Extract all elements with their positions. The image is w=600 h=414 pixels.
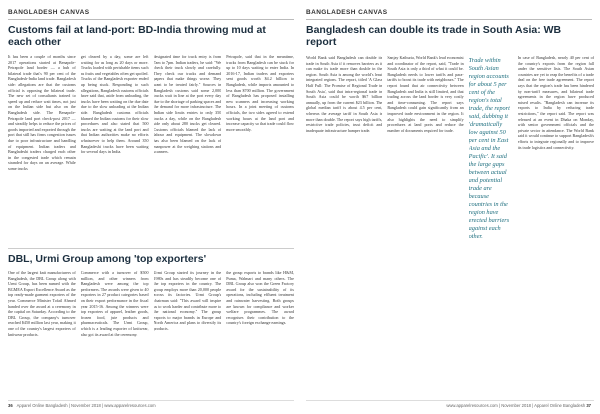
right-page [300,0,600,414]
article-paragraph: Urmi Group started its journey in the 1980s and has steadily become one of the top exporters in the country. The group employs more than 20,000 people across its factories. Urmi Group's chairman said: "This award will inspire us to work harder and contribute more to the national economy." The group exports to major brands in Europe and North America and plans to diversify its products. [153,270,222,331]
dbl-headline: DBL, Urmi Group among 'top exporters' [8,253,207,265]
dbl-column [81,270,149,394]
article-paragraph: In case of Bangladesh, nearly 40 per cent of the country's exports from the region fall under the sensitive lists. The South Asian countries are yet to reap the benefits of a trade deal on the free trade agreement. The report says that the region's trade has been hindered by non-tariff measures, and bilateral trade agreements in the region have produced mixed results. "Bangladesh can increase its exports to India by reducing trade restrictions," the report said. The report was released at an event in Dhaka on Monday, with senior government officials and the private sector in attendance. The World Bank said it would continue to support Bangladesh's efforts to integrate regionally and to improve its trade logistics and connectivity. [517,55,594,150]
page-number: 37 [586,403,591,408]
footer-text: Apparel Online Bangladesh | November 2018 | www.apparelresources.com [16,403,156,408]
section-header: BANGLADESH CANVAS [8,6,294,20]
page-number: 36 [8,403,13,408]
article-paragraph: designated time for truck entry is from 7am to 7pm. Indian traders, he said: "We check their truck slowly and carefully. They check our trucks and demand papers that make things worse. They want to be treated fairly." Sources in Bangladesh customs said some 2,000 trucks wait in line at the port every day due to the shortage of parking spaces and the demand for more infrastructure. The Indian side limits entries to only 350 trucks a day, while on the Bangladesh side only about 280 trucks get cleared. Customs officials blamed the lack of labour and equipment. The slowdown has also been blamed on the lack of manpower at the weighing stations and scanners. [153,54,222,155]
dbl-article-body [8,270,294,394]
bd-headline: Bangladesh can double its trade in South Asia: WB report [306,24,562,48]
footer-text: www.apparelresources.com | November 2018 | Apparel Online Bangladesh [446,403,586,408]
article-paragraph: Commerce with a turnover of $500 million, and other winners from Bangladesh were among the top performers. The awards were given to 40 exporters in 27 product categories based on their export performance in the fiscal year 2015-16. Among the winners were top exporters of apparel, leather goods, frozen food, jute products and pharmaceuticals. The Urmi Group, which is a leading exporter of knitwear, also got its award at the ceremony. [80,270,149,337]
article-paragraph: It has been a couple of months since 2017 operations started at Benapole-Petrapole land border — a hub of bilateral trade that's 90 per cent of the Bangladesh-India land trade. Bangladesh side: allegations are that the customs official is opposing the bilateral trade. The new set of consultants trained to speed up and reduce wait times, not just on the Indian side but also on the Bangladesh side. The Benapole-Petrapole land port check-post 2017 — and steadily helps to reduce the prices of goods imported and exported through the port that still has firms congestion issues due to poor infrastructure and handling of equipment. Indian traders and Bangladeshi traders charged each other in the congested trade which remain stranded for days on an average. While some trucks [8,54,76,171]
bd-column [518,55,594,394]
article-paragraph: the group exports to brands like H&M, Puma, Walmart and many others. The DBL Group also won the Green Factory award for the sustainability of its operations, including effluent treatment and rainwater harvesting. Both groups are known for compliance and worker welfare programmes. The award recognises their contribution to the country's foreign exchange earnings. [226,270,294,326]
bd-article-body [306,55,594,394]
article-paragraph: One of the largest knit manufacturers of Bangladesh, the DBL Group along with Urmi Group, has been named with the BGMEA Export Excellence Award as the top ready-made garment exporters of the year. Commerce Minister Tofail Ahmed handed over the award at a ceremony in the capital on Saturday. According to the DBL Group, the company's turnover reached $450 million last year, making it one of the country's largest exporters of knitwear products. [8,270,76,337]
right-footer [306,400,594,410]
customs-article-body [8,54,294,242]
customs-headline: Customs fail at land-port: BD-India throwing mud at each other [8,24,266,48]
customs-column [226,54,294,242]
customs-column [81,54,149,242]
dbl-column [226,270,294,394]
article-divider [8,248,294,249]
left-footer [8,400,294,410]
article-paragraph: Petrapole, said that in the meantime, trucks from Bangladesh can be stuck for up to 10 days waiting to enter India. In 2016-17, Indian traders and exporters sent goods worth $4.2 billion to Bangladesh, while imports amounted to less than $700 million. The government of Bangladesh has proposed installing new scanners and increasing working hours. In a joint meeting of customs officials, the two sides agreed to extend working hours at the land port and increase capacity so that trade could flow more smoothly. [226,54,294,132]
bd-column [387,55,463,394]
article-paragraph: get cleared by a day, some are left waiting for as long as 20 days or more. Trucks loaded with perishable items such as fruits and vegetables often get spoiled. Trucks of the Bangladesh exporter ended up being stuck. Responding to such allegations, Bangladesh customs officials have said that, aside from unloading, the trucks have been waiting on the due date due to the slow unloading at the Indian side. Bangladesh customs officials blamed the Indian customs for their slow procedures and also stated that 500 trucks are waiting at the land port and that Indian authorities make no efforts whatsoever to help them. Around 350 Bangladeshi trucks have been waiting for several days in India. [80,54,149,155]
section-header: BANGLADESH CANVAS [306,6,592,20]
article-paragraph: World Bank said Bangladesh can double its trade in South Asia if it removes barriers as it can make its trade more than double in the region. South Asia is among the world's least integrated regions. The report, titled 'A Glass Half Full: The Promise of Regional Trade in South Asia', said that intra-regional trade in South Asia could be worth $67 billion annually, up from the current $23 billion. The global median tariff is about 4.5 per cent, whereas the average tariff in South Asia is more than double. The report says high tariffs, restrictive trade policies, trust deficit and inadequate infrastructure hamper trade. [306,55,383,133]
customs-column [154,54,222,242]
pull-quote: Trade within South Asian region accounts for about 5 per cent of the region's total trade, the report said, dubbing it 'dramatically low against 50 per cent in East Asia and the Pacific'. It said the large gaps between actual and potential trade are because countries in the region have erected barriers against each other. [468,57,510,240]
bd-column [306,55,382,394]
dbl-column [154,270,222,394]
customs-column [8,54,76,242]
dbl-column [8,270,76,394]
article-paragraph: Sanjay Kathuria, World Bank's lead economist and coordinator of the report, said, "Trade in South Asia is only a third of what it could be. Bangladesh needs to lower tariffs and para-tariffs to boost its trade with neighbours." The report found that air connectivity between Bangladesh and India is still limited, and that trading across the land border is very costly and time-consuming. The report says Bangladesh could gain significantly from an improved trade environment in the region. It also highlights the need to simplify procedures at land ports and reduce the number of documents required for trade. [387,55,464,133]
